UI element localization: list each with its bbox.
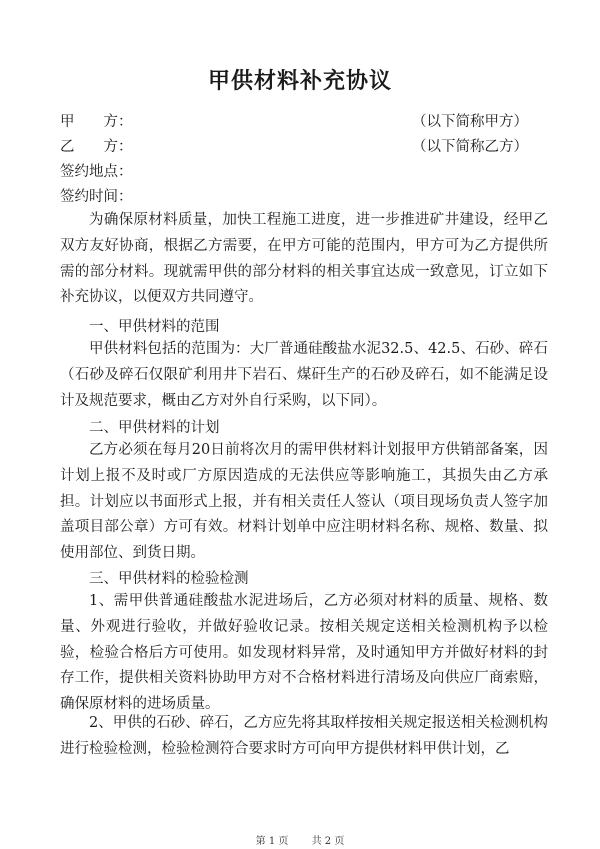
section3-paragraph-2: 2、甲供的石砂、碎石，乙方应先将其取样按相关规定报送相关检测机构进行检验检测，检验检测符合要求时方可向甲方提供材料甲供计划，乙 — [60, 715, 548, 757]
section1-heading: 一、甲供材料的范围 — [89, 319, 220, 335]
page-number: 第 1 页 — [255, 836, 289, 847]
section3-heading: 三、甲供材料的检验检测 — [89, 571, 249, 587]
sign-time-label: 签约时间： — [60, 189, 133, 205]
party-a-label: 甲 方： — [60, 114, 133, 130]
party-b-note: （以下简称乙方） — [412, 139, 528, 155]
intro-paragraph: 为确保原材料质量，加快工程施工进度，进一步推进矿井建设，经甲乙双方友好协商，根据乙方需要，在甲方可能的范围内，甲方可为乙方提供所需的部分材料。现就需甲供的部分材料的相关事宜达成一致意见，订立如下补充协议，以便双方共同遵守。 — [60, 212, 548, 306]
sign-place-label: 签约地点： — [60, 164, 133, 180]
document-title: 甲供材料补充协议 — [207, 69, 392, 94]
page-total: 共 2 页 — [311, 836, 345, 847]
section2-heading: 二、甲供材料的计划 — [89, 420, 220, 436]
page-footer — [0, 832, 600, 847]
section1-paragraph: 甲供材料包括的范围为：大厂普通硅酸盐水泥32.5、42.5、石砂、碎石（石砂及碎石仅限矿利用井下岩石、煤矸生产的石砂及碎石，如不能满足设计及规范要求，概由乙方对外自行采购，以下同）。 — [60, 341, 548, 409]
party-b-label: 乙 方： — [60, 139, 133, 155]
section2-paragraph: 乙方必须在每月20日前将次月的需甲供材料计划报甲方供销部备案，因计划上报不及时或厂方原因造成的无法供应等影响施工，其损失由乙方承担。计划应以书面形式上报，并有相关责任人签认（项目现场负责人签字加盖项目部公章）方可有效。材料计划单中应注明材料名称、规格、数量、拟使用部位、到货日期。 — [60, 442, 548, 562]
party-a-note: （以下简称甲方） — [412, 114, 528, 130]
section3-paragraph-1: 1、需甲供普通硅酸盐水泥进场后，乙方必须对材料的质量、规格、数量、外观进行验收，并做好验收记录。按相关规定送相关检测机构予以检验，检验合格后方可使用。如发现材料异常，及时通知甲方并做好材料的封存工作，提供相关资料协助甲方对不合格材料进行清场及向供应厂商索赔，确保原材料的进场质量。 — [60, 593, 548, 713]
